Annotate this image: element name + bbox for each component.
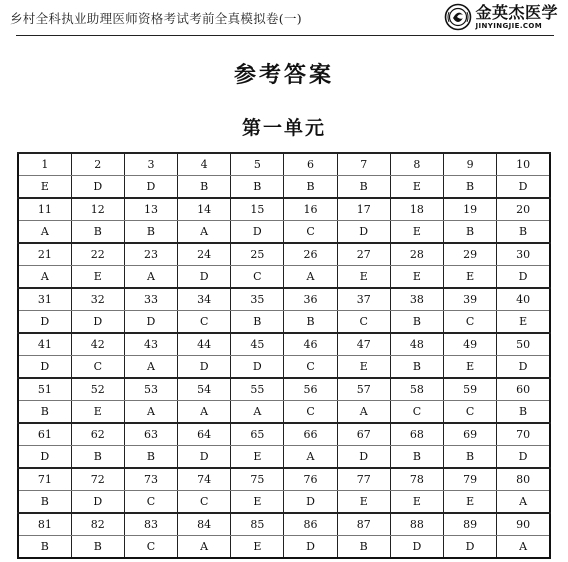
question-number-cell: 83 <box>124 513 177 536</box>
question-number-cell: 64 <box>178 423 231 446</box>
question-number-cell: 55 <box>231 378 284 401</box>
question-number-cell: 56 <box>284 378 337 401</box>
question-number-cell: 59 <box>444 378 497 401</box>
question-number-cell: 31 <box>18 288 71 311</box>
question-number-cell: 67 <box>337 423 390 446</box>
question-number-row <box>18 198 550 221</box>
answer-row <box>18 221 550 244</box>
answer-cell: D <box>444 536 497 559</box>
answer-cell: C <box>124 536 177 559</box>
question-number-cell: 8 <box>390 153 443 176</box>
answer-cell: B <box>284 311 337 334</box>
question-number-cell: 53 <box>124 378 177 401</box>
answer-cell: D <box>18 311 71 334</box>
question-number-row <box>18 243 550 266</box>
answer-row <box>18 446 550 469</box>
answer-cell: B <box>497 401 550 424</box>
logo-website: JINYINGJIE.COM <box>475 21 543 30</box>
logo-emblem-icon <box>444 3 472 31</box>
question-number-cell: 57 <box>337 378 390 401</box>
question-number-cell: 72 <box>71 468 124 491</box>
question-number-cell: 77 <box>337 468 390 491</box>
page-title: 参考答案 <box>233 62 334 88</box>
question-number-cell: 58 <box>390 378 443 401</box>
question-number-row <box>18 468 550 491</box>
question-number-row <box>18 378 550 401</box>
question-number-cell: 1 <box>18 153 71 176</box>
question-number-cell: 43 <box>124 333 177 356</box>
question-number-cell: 23 <box>124 243 177 266</box>
answer-cell: A <box>284 266 337 289</box>
question-number-cell: 60 <box>497 378 550 401</box>
section-title: 第一单元 <box>241 117 326 139</box>
answer-cell: C <box>390 401 443 424</box>
answer-cell: E <box>444 491 497 514</box>
question-number-cell: 27 <box>337 243 390 266</box>
question-number-cell: 82 <box>71 513 124 536</box>
answer-cell: D <box>178 266 231 289</box>
question-number-cell: 88 <box>390 513 443 536</box>
answer-cell: C <box>71 356 124 379</box>
question-number-cell: 3 <box>124 153 177 176</box>
question-number-cell: 36 <box>284 288 337 311</box>
answer-cell: B <box>390 446 443 469</box>
question-number-cell: 52 <box>71 378 124 401</box>
answer-cell: A <box>231 401 284 424</box>
question-number-cell: 42 <box>71 333 124 356</box>
question-number-cell: 11 <box>18 198 71 221</box>
answer-cell: A <box>18 266 71 289</box>
answer-row <box>18 401 550 424</box>
question-number-cell: 38 <box>390 288 443 311</box>
answer-cell: D <box>18 356 71 379</box>
answer-cell: A <box>497 491 550 514</box>
question-number-cell: 50 <box>497 333 550 356</box>
answer-cell: B <box>497 221 550 244</box>
question-number-cell: 14 <box>178 198 231 221</box>
answer-cell: D <box>284 491 337 514</box>
question-number-cell: 68 <box>390 423 443 446</box>
question-number-cell: 15 <box>231 198 284 221</box>
answer-cell: B <box>71 446 124 469</box>
question-number-cell: 5 <box>231 153 284 176</box>
question-number-cell: 71 <box>18 468 71 491</box>
question-number-cell: 85 <box>231 513 284 536</box>
answer-cell: B <box>337 176 390 199</box>
answer-row <box>18 356 550 379</box>
question-number-cell: 19 <box>444 198 497 221</box>
header-divider <box>16 35 554 36</box>
answer-cell: A <box>18 221 71 244</box>
answer-cell: D <box>390 536 443 559</box>
question-number-cell: 32 <box>71 288 124 311</box>
question-number-cell: 81 <box>18 513 71 536</box>
question-number-cell: 47 <box>337 333 390 356</box>
question-number-cell: 62 <box>71 423 124 446</box>
answer-cell: D <box>124 311 177 334</box>
answer-cell: D <box>124 176 177 199</box>
answer-cell: D <box>497 176 550 199</box>
answer-cell: B <box>18 491 71 514</box>
answer-cell: E <box>71 401 124 424</box>
answer-cell: D <box>284 536 337 559</box>
answer-cell: D <box>178 446 231 469</box>
question-number-cell: 22 <box>71 243 124 266</box>
answer-row <box>18 266 550 289</box>
answer-cell: C <box>124 491 177 514</box>
question-number-cell: 73 <box>124 468 177 491</box>
answer-cell: D <box>497 446 550 469</box>
answer-cell: D <box>178 356 231 379</box>
answer-cell: B <box>71 536 124 559</box>
question-number-cell: 35 <box>231 288 284 311</box>
answer-table <box>17 152 551 559</box>
question-number-cell: 40 <box>497 288 550 311</box>
answer-cell: C <box>284 221 337 244</box>
question-number-cell: 34 <box>178 288 231 311</box>
question-number-cell: 66 <box>284 423 337 446</box>
answer-cell: C <box>178 311 231 334</box>
answer-cell: B <box>231 176 284 199</box>
header-title: 乡村全科执业助理医师资格考试考前全真模拟卷(一) <box>10 11 302 26</box>
question-number-cell: 90 <box>497 513 550 536</box>
question-number-row <box>18 153 550 176</box>
question-number-cell: 87 <box>337 513 390 536</box>
question-number-cell: 46 <box>284 333 337 356</box>
question-number-cell: 61 <box>18 423 71 446</box>
question-number-cell: 49 <box>444 333 497 356</box>
question-number-cell: 7 <box>337 153 390 176</box>
answer-cell: D <box>497 356 550 379</box>
answer-cell: E <box>444 266 497 289</box>
answer-cell: E <box>231 536 284 559</box>
question-number-cell: 12 <box>71 198 124 221</box>
answer-cell: C <box>284 356 337 379</box>
answer-cell: B <box>124 221 177 244</box>
question-number-cell: 25 <box>231 243 284 266</box>
answer-cell: E <box>390 176 443 199</box>
answer-cell: D <box>337 221 390 244</box>
question-number-cell: 18 <box>390 198 443 221</box>
answer-cell: E <box>18 176 71 199</box>
answer-cell: B <box>231 311 284 334</box>
question-number-cell: 48 <box>390 333 443 356</box>
question-number-cell: 6 <box>284 153 337 176</box>
answer-cell: B <box>124 446 177 469</box>
question-number-cell: 63 <box>124 423 177 446</box>
answer-cell: A <box>284 446 337 469</box>
question-number-cell: 78 <box>390 468 443 491</box>
question-number-cell: 37 <box>337 288 390 311</box>
answer-cell: C <box>337 311 390 334</box>
question-number-cell: 9 <box>444 153 497 176</box>
question-number-row <box>18 288 550 311</box>
answer-cell: A <box>178 221 231 244</box>
question-number-cell: 54 <box>178 378 231 401</box>
answer-cell: A <box>124 356 177 379</box>
answer-cell: B <box>390 356 443 379</box>
answer-cell: D <box>18 446 71 469</box>
answer-cell: B <box>18 536 71 559</box>
question-number-cell: 75 <box>231 468 284 491</box>
answer-cell: B <box>390 311 443 334</box>
answer-cell: D <box>497 266 550 289</box>
question-number-cell: 20 <box>497 198 550 221</box>
answer-row <box>18 176 550 199</box>
question-number-cell: 29 <box>444 243 497 266</box>
answer-cell: E <box>390 221 443 244</box>
answer-cell: D <box>71 311 124 334</box>
answer-cell: A <box>124 401 177 424</box>
question-number-row <box>18 333 550 356</box>
question-number-cell: 13 <box>124 198 177 221</box>
answer-cell: C <box>444 401 497 424</box>
question-number-cell: 16 <box>284 198 337 221</box>
question-number-cell: 44 <box>178 333 231 356</box>
answer-cell: C <box>444 311 497 334</box>
question-number-cell: 74 <box>178 468 231 491</box>
answer-cell: D <box>71 491 124 514</box>
answer-cell: B <box>18 401 71 424</box>
page-header <box>0 0 568 34</box>
question-number-cell: 86 <box>284 513 337 536</box>
answer-cell: E <box>337 356 390 379</box>
question-number-cell: 21 <box>18 243 71 266</box>
answer-cell: B <box>444 176 497 199</box>
question-number-cell: 45 <box>231 333 284 356</box>
answer-cell: E <box>231 446 284 469</box>
question-number-cell: 2 <box>71 153 124 176</box>
answer-row <box>18 311 550 334</box>
answer-cell: A <box>178 536 231 559</box>
logo-chinese-name: 金英杰医学 <box>475 2 558 22</box>
question-number-cell: 70 <box>497 423 550 446</box>
answer-cell: C <box>231 266 284 289</box>
question-number-cell: 10 <box>497 153 550 176</box>
question-number-row <box>18 513 550 536</box>
answer-row <box>18 491 550 514</box>
answer-cell: C <box>284 401 337 424</box>
answer-cell: B <box>284 176 337 199</box>
question-number-cell: 39 <box>444 288 497 311</box>
answer-cell: B <box>444 446 497 469</box>
answer-cell: B <box>337 536 390 559</box>
question-number-cell: 4 <box>178 153 231 176</box>
answer-cell: E <box>390 266 443 289</box>
answer-cell: E <box>337 266 390 289</box>
question-number-cell: 26 <box>284 243 337 266</box>
question-number-cell: 65 <box>231 423 284 446</box>
question-number-cell: 89 <box>444 513 497 536</box>
answer-cell: B <box>178 176 231 199</box>
answer-row <box>18 536 550 559</box>
answer-cell: E <box>231 491 284 514</box>
question-number-cell: 24 <box>178 243 231 266</box>
brand-logo <box>444 2 558 32</box>
question-number-cell: 84 <box>178 513 231 536</box>
answer-cell: C <box>178 491 231 514</box>
question-number-cell: 79 <box>444 468 497 491</box>
question-number-cell: 33 <box>124 288 177 311</box>
answer-cell: D <box>231 221 284 244</box>
answer-cell: E <box>390 491 443 514</box>
answer-cell: A <box>497 536 550 559</box>
answer-cell: E <box>497 311 550 334</box>
answer-cell: E <box>444 356 497 379</box>
answer-cell: A <box>337 401 390 424</box>
question-number-cell: 17 <box>337 198 390 221</box>
question-number-cell: 80 <box>497 468 550 491</box>
answer-cell: D <box>337 446 390 469</box>
question-number-cell: 30 <box>497 243 550 266</box>
answer-cell: E <box>71 266 124 289</box>
question-number-cell: 76 <box>284 468 337 491</box>
question-number-cell: 51 <box>18 378 71 401</box>
question-number-cell: 28 <box>390 243 443 266</box>
answer-cell: A <box>124 266 177 289</box>
answer-cell: B <box>444 221 497 244</box>
answer-cell: E <box>337 491 390 514</box>
answer-cell: B <box>71 221 124 244</box>
answer-cell: D <box>231 356 284 379</box>
answer-cell: D <box>71 176 124 199</box>
question-number-cell: 41 <box>18 333 71 356</box>
question-number-row <box>18 423 550 446</box>
question-number-cell: 69 <box>444 423 497 446</box>
answer-cell: A <box>178 401 231 424</box>
